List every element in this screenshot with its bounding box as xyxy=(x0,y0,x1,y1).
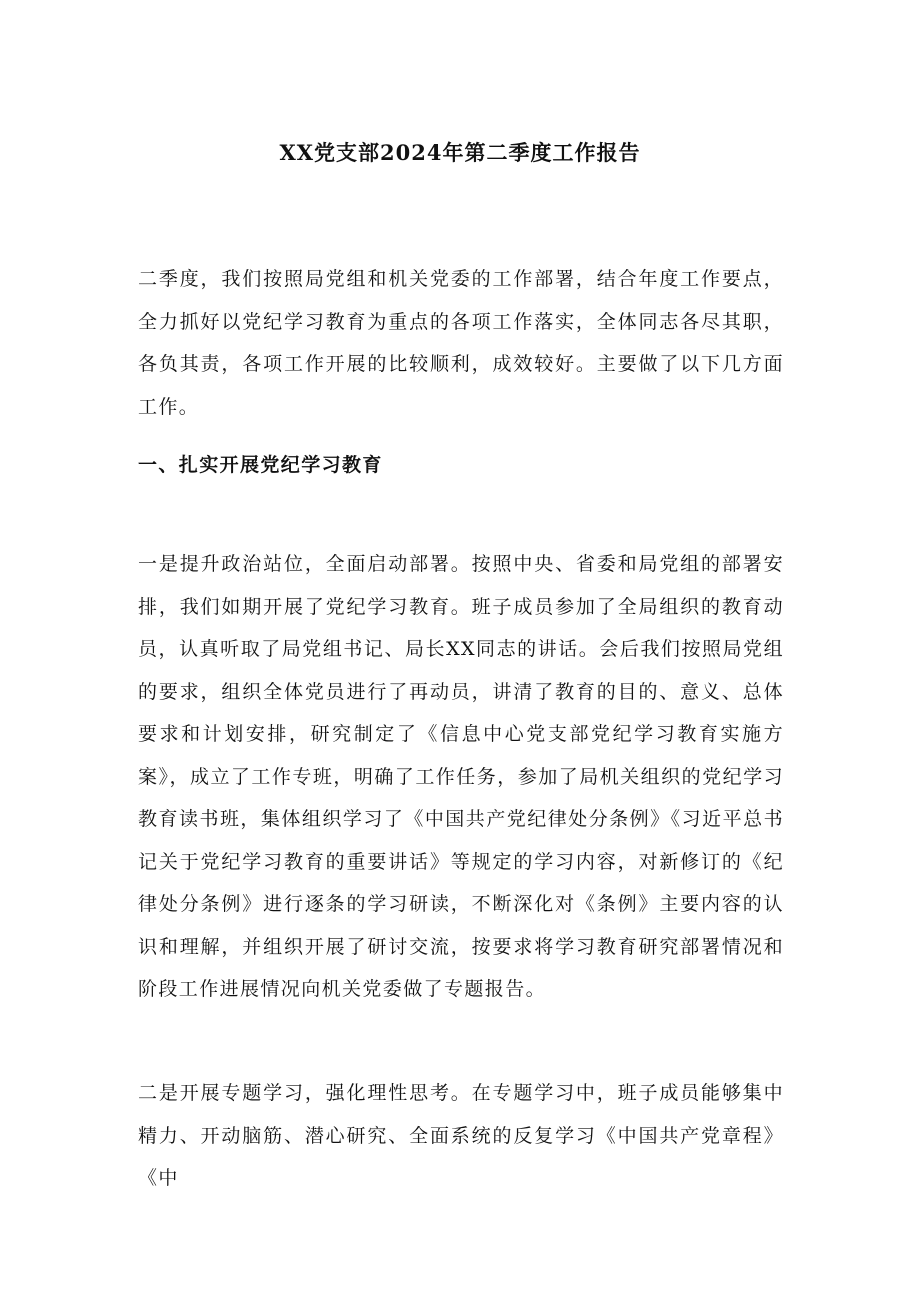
body-paragraph: 一是提升政治站位，全面启动部署。按照中央、省委和局党组的部署安排，我们如期开展了党纪学习教育。班子成员参加了全局组织的教育动员，认真听取了局党组书记、局长XX同志的讲话。会后我们按照局党组的要求，组织全体党员进行了再动员，讲清了教育的目的、意义、总体要求和计划安排，研究制定了《信息中心党支部党纪学习教育实施方案》，成立了工作专班，明确了工作任务，参加了局机关组织的党纪学习教育读书班，集体组织学习了《中国共产党纪律处分条例》《习近平总书记关于党纪学习教育的重要讲话》等规定的学习内容，对新修订的《纪律处分条例》进行逐条的学习研读，不断深化对《条例》主要内容的认识和理解，并组织开展了研讨交流，按要求将学习教育研究部署情况和阶段工作进展情况向机关党委做了专题报告。 xyxy=(138,553,784,1000)
intro-paragraph: 二季度，我们按照局党组和机关党委的工作部署，结合年度工作要点，全力抓好以党纪学习教育为重点的各项工作落实，全体同志各尽其职，各负其责，各项工作开展的比较顺利，成效较好。主要做了以下几方面工作。 xyxy=(138,268,784,418)
body-paragraph: 二是开展专题学习，强化理性思考。在专题学习中，班子成员能够集中精力、开动脑筋、潜心研究、全面系统的反复学习《中国共产党章程》《中 xyxy=(138,1082,784,1189)
section-heading: 一、扎实开展党纪学习教育 xyxy=(138,454,383,476)
document-title: XX党支部2024年第二季度工作报告 xyxy=(279,140,641,165)
